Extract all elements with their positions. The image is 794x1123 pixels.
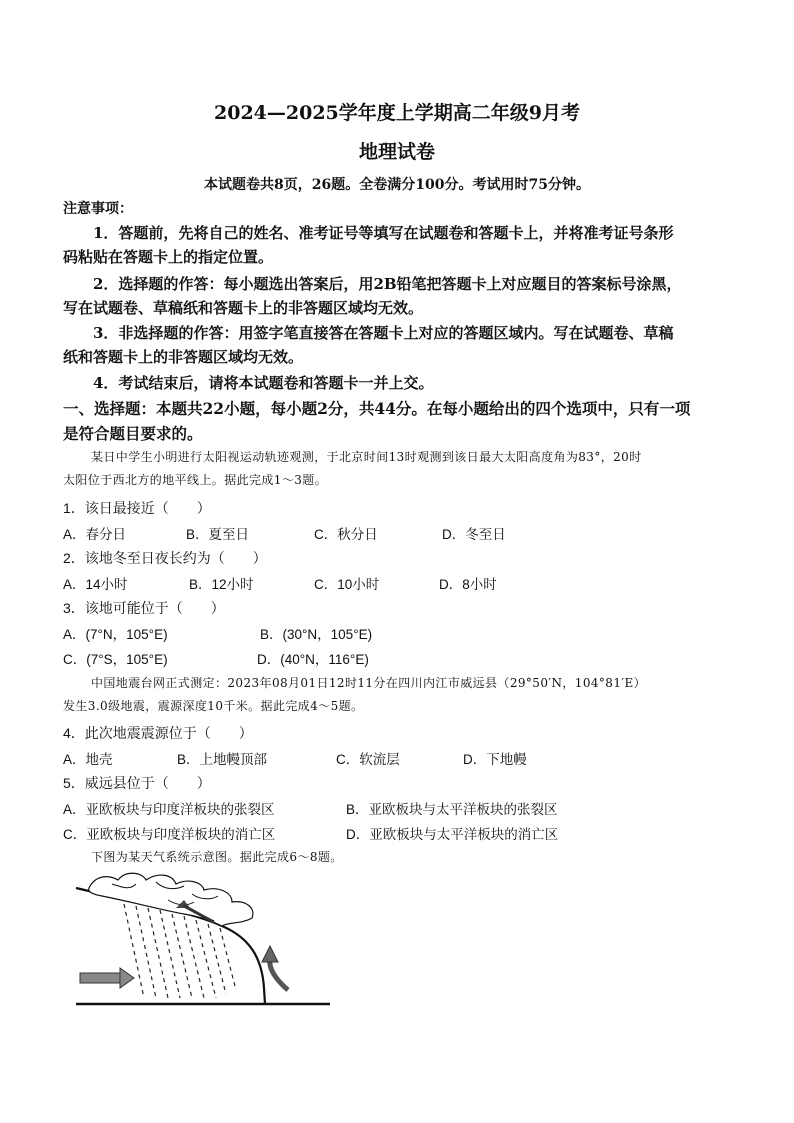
note-item-1 <box>63 221 723 269</box>
q3-option-b[interactable]: B．(30°N，105°E) <box>260 627 373 642</box>
section-heading-line1: 一、选择题：本题共22小题，每小题2分，共44分。在每小题给出的四个选项中，只有一项 <box>63 399 691 418</box>
subject-title: 地理试卷 <box>358 141 435 163</box>
stem-2-line1: 中国地震台网正式测定：2023年08月01日12时11分在四川内江市威远县（29°50′N，104°81′E） <box>91 676 647 690</box>
q2-option-d[interactable]: D．8小时 <box>439 577 497 592</box>
question-1: 1．该日最接近（ ） <box>63 500 211 516</box>
q1-option-a[interactable]: A．春分日 <box>63 527 127 542</box>
q1-option-c[interactable]: C．秋分日 <box>314 527 378 542</box>
stem-2-line2: 发生3.0级地震，震源深度10千米。据此完成4～5题。 <box>63 699 364 713</box>
question-4: 4．此次地震震源位于（ ） <box>63 725 253 741</box>
rising-air-arrowhead <box>262 946 278 962</box>
cloud <box>89 873 253 926</box>
q4-option-a[interactable]: A．地壳 <box>63 752 113 767</box>
notes-heading: 注意事项： <box>63 201 133 217</box>
note-2-line1: 2．选择题的作答：每小题选出答案后，用2B铅笔把答题卡上对应题目的答案标号涂黑， <box>93 275 682 293</box>
stem-3 <box>63 846 728 869</box>
q4-option-c[interactable]: C．软流层 <box>336 752 400 767</box>
note-1-line1: 1．答题前，先将自己的姓名、准考证号等填写在试题卷和答题卡上，并将准考证号条形 <box>93 224 674 242</box>
q3-option-d[interactable]: D．(40°N，116°E) <box>257 652 369 667</box>
stem-1-line1: 某日中学生小明进行太阳视运动轨迹观测，于北京时间13时观测到该日最大太阳高度角为83°，20时 <box>91 450 642 464</box>
q5-option-d[interactable]: D．亚欧板块与太平洋板块的消亡区 <box>346 827 559 842</box>
q5-option-b[interactable]: B．亚欧板块与太平洋板块的张裂区 <box>346 802 558 817</box>
note-item-4 <box>63 371 723 395</box>
question-5: 5．威远县位于（ ） <box>63 775 211 791</box>
note-3-line2: 纸和答题卡上的非答题区域均无效。 <box>63 348 304 366</box>
note-2-line2: 写在试题卷、草稿纸和答题卡上的非答题区域均无效。 <box>63 299 424 317</box>
stem-2 <box>63 672 728 718</box>
cold-air-arrowhead <box>120 968 134 988</box>
cold-air-arrow-body <box>80 973 120 983</box>
section-heading-line2: 是符合题目要求的。 <box>63 424 203 443</box>
note-item-2 <box>63 272 723 320</box>
rising-air-flow <box>270 958 288 990</box>
note-item-3 <box>63 321 723 369</box>
q5-option-a[interactable]: A．亚欧板块与印度洋板块的张裂区 <box>63 802 275 817</box>
section-heading <box>63 396 728 446</box>
note-4-line1: 4．考试结束后，请将本试题卷和答题卡一并上交。 <box>93 374 434 392</box>
note-3-line1: 3．非选择题的作答：用签字笔直接答在答题卡上对应的答题区域内。写在试题卷、草稿 <box>93 324 674 342</box>
question-3: 3．该地可能位于（ ） <box>63 600 225 616</box>
q4-option-b[interactable]: B．上地幔顶部 <box>177 752 268 767</box>
stem-1 <box>63 446 728 492</box>
exam-title: 2024—2025学年度上学期高二年级9月考 <box>214 102 580 124</box>
note-1-line2: 码粘贴在答题卡上的指定位置。 <box>63 248 274 266</box>
exam-info: 本试题卷共8页，26题。全卷满分100分。考试用时75分钟。 <box>204 177 590 193</box>
question-2: 2．该地冬至日夜长约为（ ） <box>63 550 267 566</box>
q1-option-d[interactable]: D．冬至日 <box>442 527 506 542</box>
q3-option-a[interactable]: A．(7°N，105°E) <box>63 627 168 642</box>
q2-option-b[interactable]: B．12小时 <box>189 577 254 592</box>
stem-3-line1: 下图为某天气系统示意图。据此完成6～8题。 <box>91 850 343 864</box>
q1-option-b[interactable]: B．夏至日 <box>186 527 250 542</box>
q3-option-c[interactable]: C．(7°S，105°E) <box>63 652 168 667</box>
q2-option-a[interactable]: A．14小时 <box>63 577 128 592</box>
q4-option-d[interactable]: D．下地幔 <box>463 752 527 767</box>
weather-front-diagram <box>72 870 334 1012</box>
q2-option-c[interactable]: C．10小时 <box>314 577 380 592</box>
stem-1-line2: 太阳位于西北方的地平线上。据此完成1～3题。 <box>63 473 328 487</box>
q5-option-c[interactable]: C．亚欧板块与印度洋板块的消亡区 <box>63 827 276 842</box>
